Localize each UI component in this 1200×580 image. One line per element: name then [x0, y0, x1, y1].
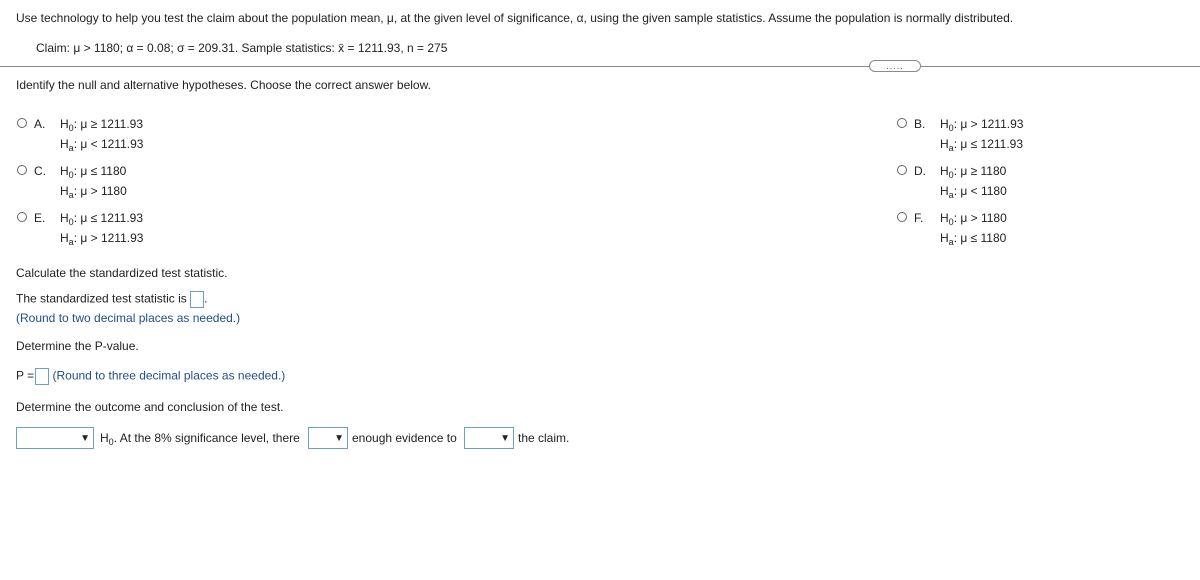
null-hypothesis: $H_0$: μ ≥ 1211.93 [60, 117, 144, 133]
alternative-hypothesis: $H_a$: μ > 1211.93 [60, 231, 144, 247]
alternative-hypothesis: $H_a$: μ < 1211.93 [60, 137, 144, 153]
alternative-hypothesis: $H_a$: μ > 1180 [60, 184, 127, 200]
choice-letter: E. [34, 211, 46, 225]
choice-letter: C. [34, 164, 46, 178]
conclusion-heading: Determine the outcome and conclusion of the test. [16, 400, 284, 414]
conclusion-text-3: the claim. [518, 431, 570, 445]
p-value-label: P = [16, 368, 35, 383]
null-hypothesis: $H_0$: μ ≤ 1180 [60, 164, 127, 180]
section-divider [0, 66, 1200, 67]
choice-letter: D. [914, 164, 926, 178]
p-value-hint: (Round to three decimal places as needed.) [52, 368, 286, 383]
hypotheses-instruction: Identify the null and alternative hypotheses. Choose the correct answer below. [16, 78, 431, 92]
dropdown-arrow-icon: ▼ [334, 433, 344, 444]
p-value-heading: Determine the P-value. [16, 339, 139, 353]
alternative-hypothesis: $H_a$: μ ≤ 1180 [940, 231, 1007, 247]
conclusion-text-1: $H_0$. At the 8% significance level, there [100, 431, 300, 447]
more-options-button[interactable]: ..... [869, 60, 921, 72]
radio-button[interactable] [897, 118, 907, 128]
radio-button[interactable] [17, 118, 27, 128]
test-statistic-input[interactable] [190, 291, 204, 308]
evidence-dropdown[interactable] [308, 427, 348, 449]
alternative-hypothesis: $H_a$: μ < 1180 [940, 184, 1007, 200]
choice-letter: A. [34, 117, 46, 131]
radio-button[interactable] [897, 212, 907, 222]
p-value-row [16, 368, 285, 385]
null-hypothesis: $H_0$: μ > 1180 [940, 211, 1007, 227]
radio-button[interactable] [17, 212, 27, 222]
null-hypothesis: $H_0$: μ ≥ 1180 [940, 164, 1007, 180]
choice-letter: F. [914, 211, 924, 225]
dropdown-arrow-icon: ▼ [500, 433, 510, 444]
null-hypothesis: $H_0$: μ ≤ 1211.93 [60, 211, 144, 227]
dropdown-arrow-icon: ▼ [80, 433, 90, 444]
choice-letter: B. [914, 117, 926, 131]
test-statistic-heading: Calculate the standardized test statistic. [16, 266, 228, 280]
test-statistic-label: The standardized test statistic is [16, 291, 187, 306]
radio-button[interactable] [17, 165, 27, 175]
conclusion-text-2: enough evidence to [352, 431, 457, 445]
question-prompt: Use technology to help you test the claim about the population mean, μ, at the given level of significance, α, using the given sample statistics. Assume the population is normally distributed. [16, 11, 1014, 25]
decision-dropdown[interactable] [16, 427, 94, 449]
alternative-hypothesis: $H_a$: μ ≤ 1211.93 [940, 137, 1024, 153]
p-value-input[interactable] [35, 368, 49, 385]
claim-action-dropdown[interactable] [464, 427, 514, 449]
test-statistic-hint: (Round to two decimal places as needed.) [16, 311, 241, 325]
test-statistic-row [16, 291, 207, 308]
question-claim: Claim: μ > 1180; α = 0.08; σ = 209.31. Sample statistics: x̄ = 1211.93, n = 275 [36, 41, 448, 55]
null-hypothesis: $H_0$: μ > 1211.93 [940, 117, 1024, 133]
period: . [204, 291, 208, 306]
radio-button[interactable] [897, 165, 907, 175]
